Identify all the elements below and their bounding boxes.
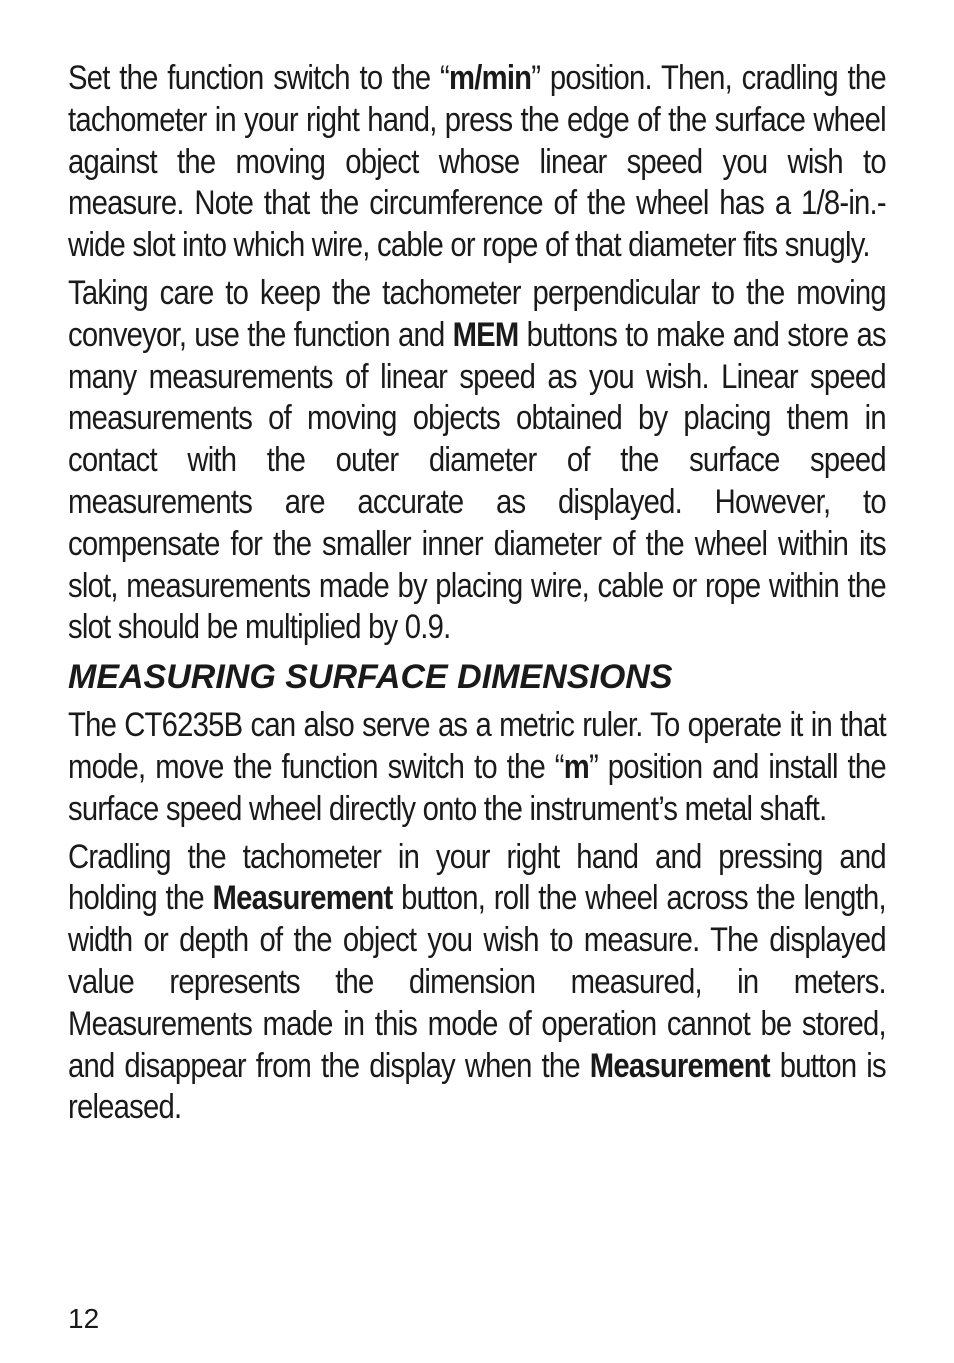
manual-page-body [68,58,886,1135]
paragraph-measurement-button [68,837,886,1130]
paragraph-metric-ruler [68,705,886,830]
paragraph-perpendicular [68,273,886,649]
bold-term-mem: MEM [452,315,519,354]
paragraph-function-switch [68,58,886,267]
text-run: Taking care to keep the tachometer perpendicular to the moving conveyor, use the function and [68,273,886,354]
text-run: The CT6235B can also serve as a metric ruler. To operate it in that mode, move the function switch to the “ [68,706,886,786]
bold-term-measurement: Measurement [589,1046,770,1085]
section-heading: MEASURING SURFACE DIMENSIONS [68,658,673,697]
text-run: button is released. [68,1046,886,1127]
text-run: Cradling the tachometer in your right hand and pressing and holding the [68,837,886,918]
text-run: button, roll the wheel across the length, width or depth of the object you wish to measure. The displayed value represents the dimension measured, in meters. Measurements made in this mode of operation cannot be stored, and disappear from the display when the [68,879,886,1085]
page-number: 12 [68,1303,100,1334]
bold-term-m-min: m/min [449,59,532,97]
text-run: buttons to make and store as many measurements of linear speed as you wish. Linear speed measurements of moving objects obtained by placing them in contact with the outer diameter of the surface speed measurements are accurate as displayed. However, to compensate for the smaller inner diameter of the wheel within its slot, measurements made by placing wire, cable or rope within the slot should be multiplied by 0.9. [68,315,886,647]
surface-dimensions-section [68,705,886,1129]
bold-term-m: m [563,747,589,786]
text-run: Set the function switch to the “ [68,59,450,97]
bold-term-measurement: Measurement [212,879,393,918]
text-run: ” position and install the surface speed wheel directly onto the instrument’s metal shaft. [68,747,886,828]
text-run: ” position. Then, cradling the tachometer in your right hand, press the edge of the surface wheel against the moving object whose linear speed you wish to measure. Note that the circumference of the wheel has a 1/8-in.-wide slot into which wire, cable or rope of that diameter fits snugly. [68,59,886,265]
linear-speed-section [68,58,886,649]
